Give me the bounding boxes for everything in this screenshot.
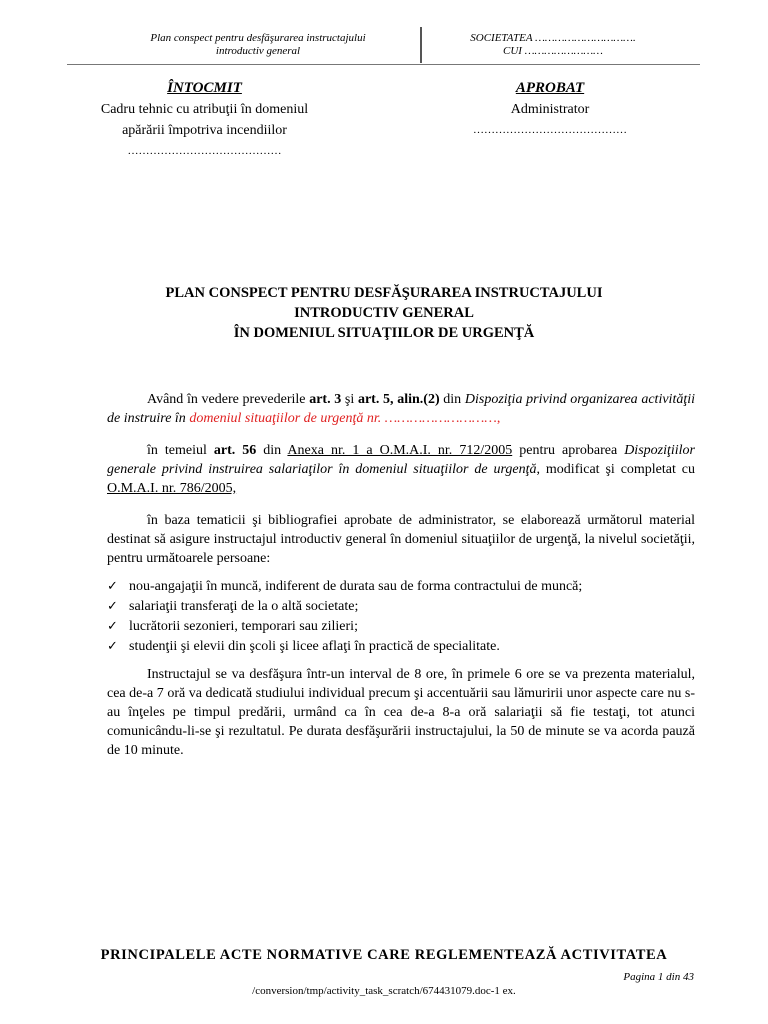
checkmark-icon: ✓ [107,579,118,594]
list-item [107,637,695,657]
header-company-cui: CUI …………………… [503,45,603,57]
signature-prepared-dots: …………………………………… [127,145,282,157]
header-title-line1: Plan conspect pentru desfăşurarea instructajului [150,32,366,44]
page-number: Pagina 1 din 43 [623,971,694,983]
document-title-line2: INTRODUCTIV GENERAL [294,305,474,321]
text-bold: art. 56 [213,443,257,458]
document-title-line1: PLAN CONSPECT PENTRU DESFĂŞURAREA INSTRUCTAJULUI [165,285,603,301]
paragraph-schedule: Instructajul se va desfăşura într-un interval de 8 ore, în primele 6 ore se va prezenta materialul, cea de-a 7 oră va dedicată studiului individual precum şi accentuării sau lămuririi unor aspecte care nu s-au înţeles pe timpul predării, urmând ca în cea de-a 8-a oră salariaţii să fie testaţi, tot atunci comunicându-li-se şi rezultatul. Pe durata desfăşurării instructajului, la 50 de minute se va acorda pauză de 10 minute. [107,667,695,758]
header-document-title [108,32,408,58]
footer-file-path: /conversion/tmp/activity_task_scratch/674431079.doc-1 ex. [252,985,516,997]
document-title [100,283,668,343]
signature-prepared-heading: ÎNTOCMIT [167,80,242,96]
text-bold: art. 5, alin.(2) [357,392,440,407]
signature-block-approved [450,78,650,141]
list-item-text: nou-angajaţii în muncă, indiferent de durata sau de forma contractului de muncă; [129,579,583,594]
paragraph-legal-basis [107,441,695,498]
paragraph-intro [107,390,695,428]
header-divider [420,27,422,63]
list-item [107,577,695,597]
text-underline: O.M.A.I. nr. 786/2005, [107,481,237,496]
list-item-text: salariaţii transferaţi de la o altă societate; [129,599,359,614]
list-item [107,597,695,617]
persons-list [107,577,695,657]
signature-approved-dots: …………………………………… [473,124,627,136]
document-body [107,390,695,773]
list-item-text: studenţii şi elevii din şcoli şi licee aflaţi în practică de specialitate. [129,639,500,654]
header-title-line2: introductiv general [215,45,301,57]
text: din [439,392,465,407]
text-underline: Anexa nr. 1 a O.M.A.I. nr. 712/2005 [287,443,513,458]
header-company-info [438,32,668,58]
signature-prepared-role-line2: apărării împotriva incendiilor [122,123,287,138]
text: , modificat şi completat cu [536,462,695,477]
checkmark-icon: ✓ [107,639,118,654]
text: pentru aprobarea [512,443,625,458]
checkmark-icon: ✓ [107,599,118,614]
header-company-name: SOCIETATEA …………………………. [470,32,636,44]
text-bold: art. 3 [309,392,342,407]
checkmark-icon: ✓ [107,619,118,634]
signature-block-prepared [72,78,337,162]
list-item [107,617,695,637]
header-rule [67,64,700,65]
list-item-text: lucrătorii sezonieri, temporari sau zilieri; [129,619,358,634]
text-red: , [496,411,501,426]
section-heading-normative-acts: PRINCIPALELE ACTE NORMATIVE CARE REGLEMENTEAZĂ ACTIVITATEA [100,947,668,963]
signature-approved-role: Administrator [510,102,590,117]
signature-prepared-role-line1: Cadru tehnic cu atribuţii în domeniul [100,102,309,117]
text-italic: Dispoziţia privind organizarea activităţii de instruire în [107,392,696,426]
signature-approved-heading: APROBAT [515,80,585,96]
text: şi [341,392,358,407]
text-italic: Dispoziţiilor generale privind instruirea salariaţilor în domeniul situaţiilor de urgenţă [107,443,695,477]
text: din [256,443,288,458]
paragraph-purpose: în baza tematicii şi bibliografiei aprobate de administrator, se elaborează următorul material destinat să asigure instructajul introductiv general în domeniul situaţiilor de urgenţă, la nivelul societăţii, pentru următoarele persoane: [107,513,695,566]
text: în temeiul [147,443,214,458]
text: Având în vedere prevederile [147,392,310,407]
text-red-italic: domeniul situaţiilor de urgenţă nr. ……………………… [189,411,497,426]
document-title-line3: ÎN DOMENIUL SITUAŢIILOR DE URGENŢĂ [233,325,535,341]
